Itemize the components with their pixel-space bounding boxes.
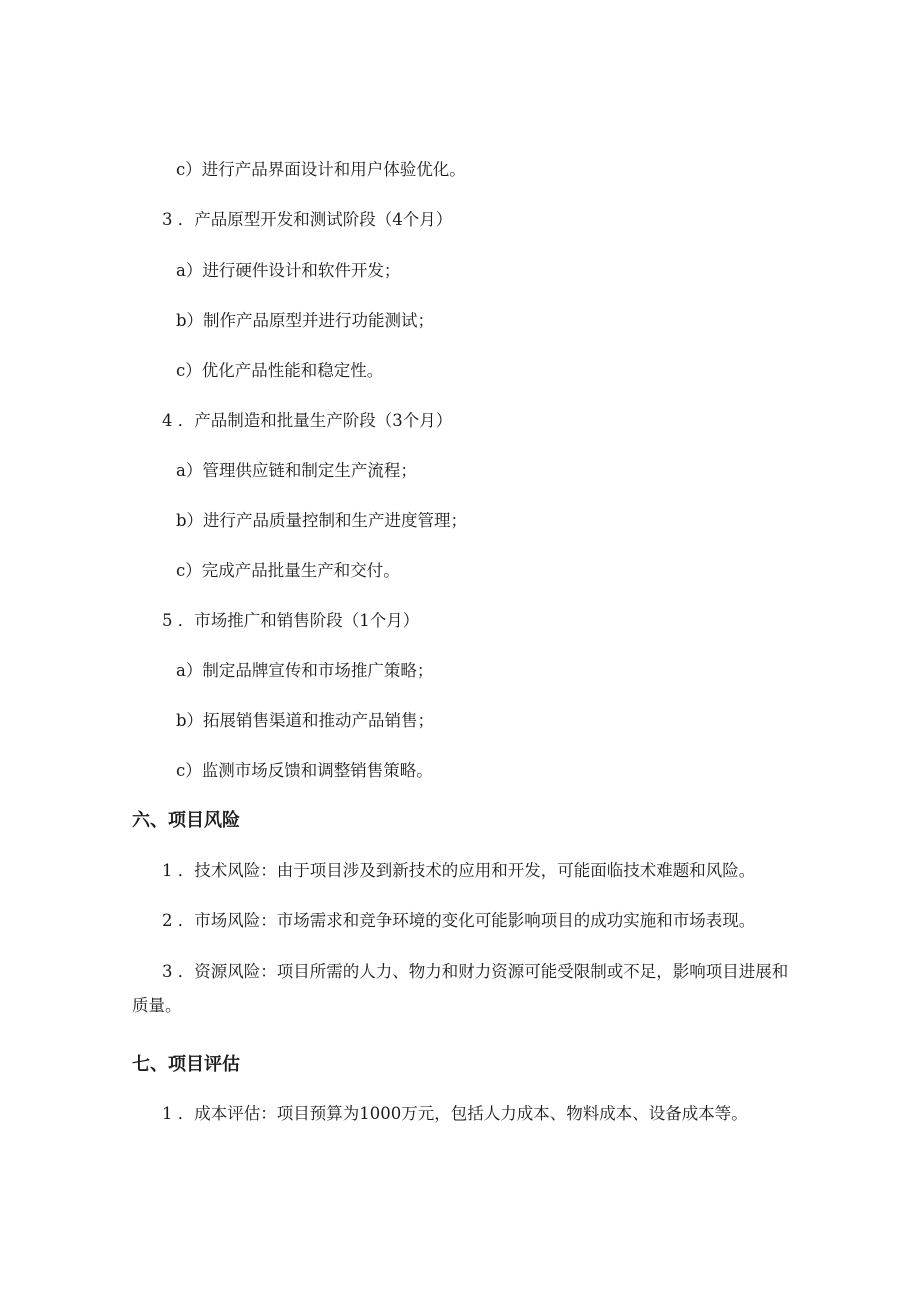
stage5-item-c: c）监测市场反馈和调整销售策略。 — [176, 761, 433, 780]
section-heading-evaluation: 七、项目评估 — [132, 1054, 240, 1075]
stage5-item-b: b）拓展销售渠道和推动产品销售； — [176, 711, 435, 730]
stage3-title: 3 ．产品原型开发和测试阶段（4个月） — [162, 210, 453, 229]
stage4-item-b: b）进行产品质量控制和生产进度管理； — [176, 511, 468, 530]
section-heading-risks: 六、项目风险 — [132, 810, 240, 831]
stage5-title: 5 ．市场推广和销售阶段（1个月） — [162, 611, 420, 630]
stage4-item-c: c）完成产品批量生产和交付。 — [176, 561, 400, 580]
risk-item-2: 2 ．市场风险：市场需求和竞争环境的变化可能影响项目的成功实施和市场表现。 — [162, 911, 756, 930]
stage3-item-b: b）制作产品原型并进行功能测试； — [176, 311, 435, 330]
risk-item-1: 1 ．技术风险：由于项目涉及到新技术的应用和开发，可能面临技术难题和风险。 — [162, 861, 756, 880]
risk-item-3: 3 ．资源风险：项目所需的人力、物力和财力资源可能受限制或不足，影响项目进展和质量。 — [132, 962, 789, 1015]
stage5-item-a: a）制定品牌宣传和市场推广策略； — [176, 661, 434, 680]
stage3-item-a: a）进行硬件设计和软件开发； — [176, 261, 401, 280]
stage2-item-c: c）进行产品界面设计和用户体验优化。 — [176, 160, 466, 179]
evaluation-item-1: 1 ．成本评估：项目预算为1000万元，包括人力成本、物料成本、设备成本等。 — [162, 1104, 748, 1123]
stage3-item-c: c）优化产品性能和稳定性。 — [176, 361, 384, 380]
stage4-title: 4 ．产品制造和批量生产阶段（3个月） — [162, 411, 453, 430]
stage4-item-a: a）管理供应链和制定生产流程； — [176, 461, 417, 480]
